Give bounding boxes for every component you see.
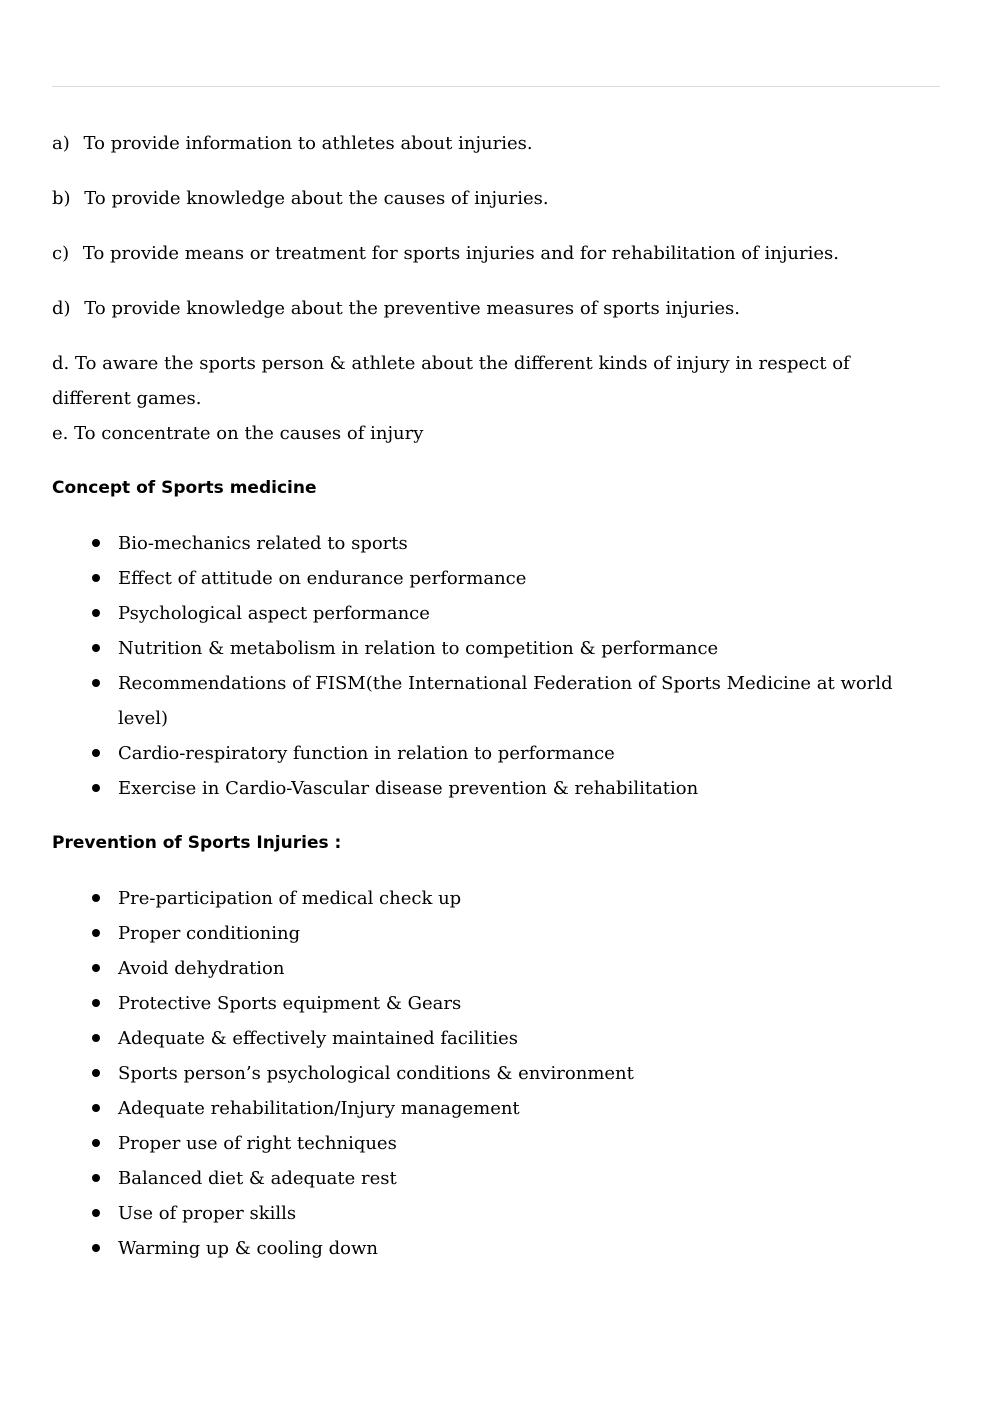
concept-list [52,526,932,806]
bullet-icon [92,679,100,687]
list-item-text: Adequate rehabilitation/Injury management [118,1098,520,1119]
extra-label: e. [52,423,69,444]
objective-c [52,236,932,271]
objective-b [52,181,932,216]
list-item [52,1091,932,1126]
extra-text: To concentrate on the causes of injury [74,423,424,444]
list-item [52,1126,932,1161]
document-body [52,126,932,1266]
list-item [52,986,932,1021]
list-item [52,526,932,561]
bullet-icon [92,999,100,1007]
list-item [52,1056,932,1091]
top-divider [52,86,940,87]
list-item-text: Balanced diet & adequate rest [118,1168,397,1189]
bullet-icon [92,929,100,937]
list-item [52,951,932,986]
extra-label: d. [52,353,70,374]
bullet-icon [92,894,100,902]
list-item-text: Sports person’s psychological conditions & environment [118,1063,634,1084]
objective-text: To provide means or treatment for sports injuries and for rehabilitation of injuries. [82,243,839,264]
bullet-icon [92,784,100,792]
bullet-icon [92,1209,100,1217]
list-item [52,881,932,916]
list-item-text: Recommendations of FISM(the International Federation of Sports Medicine at world level) [118,673,893,729]
list-item-text: Cardio-respiratory function in relation to performance [118,743,615,764]
objective-label: d) [52,298,71,319]
extra-text: To aware the sports person & athlete about the different kinds of injury in respect of different games. [52,353,850,409]
list-item [52,1161,932,1196]
bullet-icon [92,1034,100,1042]
list-item-text: Adequate & effectively maintained facilities [118,1028,518,1049]
list-item [52,631,932,666]
extra-objective-e [52,416,932,451]
list-item-text: Nutrition & metabolism in relation to competition & performance [118,638,719,659]
list-item-text: Avoid dehydration [118,958,285,979]
list-item-text: Effect of attitude on endurance performance [118,568,527,589]
list-item [52,1196,932,1231]
list-item-text: Pre-participation of medical check up [118,888,462,909]
list-item-text: Exercise in Cardio-Vascular disease prevention & rehabilitation [118,778,699,799]
bullet-icon [92,1104,100,1112]
bullet-icon [92,539,100,547]
list-item [52,1231,932,1266]
list-item-text: Warming up & cooling down [118,1238,378,1259]
bullet-icon [92,574,100,582]
list-item-text: Psychological aspect performance [118,603,430,624]
objective-text: To provide knowledge about the causes of injuries. [84,188,549,209]
list-item [52,666,932,736]
list-item [52,1021,932,1056]
bullet-icon [92,644,100,652]
bullet-icon [92,964,100,972]
concept-heading: Concept of Sports medicine [52,478,317,498]
bullet-icon [92,609,100,617]
list-item [52,771,932,806]
list-item-text: Use of proper skills [118,1203,297,1224]
list-item [52,916,932,951]
objective-text: To provide knowledge about the preventive measures of sports injuries. [84,298,740,319]
bullet-icon [92,1244,100,1252]
bullet-icon [92,1069,100,1077]
list-item-text: Proper conditioning [118,923,301,944]
list-item-text: Proper use of right techniques [118,1133,397,1154]
bullet-icon [92,1139,100,1147]
objective-label: b) [52,188,71,209]
list-item-text: Protective Sports equipment & Gears [118,993,462,1014]
list-item [52,736,932,771]
bullet-icon [92,749,100,757]
objective-label: c) [52,243,70,264]
prevention-list [52,881,932,1266]
objective-text: To provide information to athletes about injuries. [83,133,533,154]
extra-objective-d [52,346,932,416]
objective-a [52,126,932,161]
bullet-icon [92,1174,100,1182]
list-item [52,561,932,596]
prevention-heading: Prevention of Sports Injuries : [52,833,342,853]
list-item-text: Bio-mechanics related to sports [118,533,408,554]
objective-d [52,291,932,326]
list-item [52,596,932,631]
objective-label: a) [52,133,70,154]
